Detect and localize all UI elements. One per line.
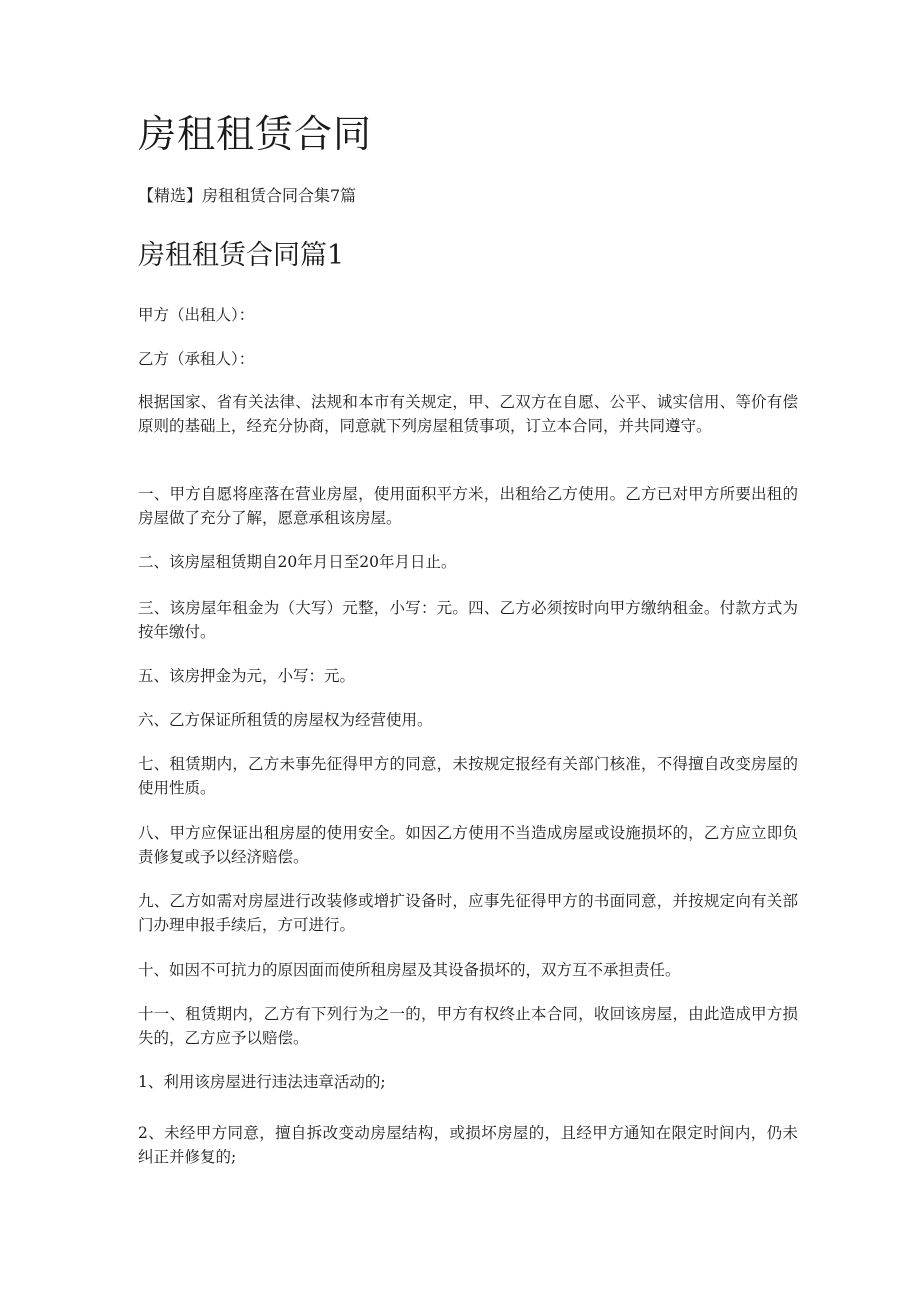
clause-2: 二、该房屋租赁期自20年月日至20年月日止。 xyxy=(138,553,457,571)
section-title: 房租租赁合同篇1 xyxy=(138,240,345,271)
clause-1: 一、甲方自愿将座落在营业房屋，使用面积平方米，出租给乙方使用。乙方已对甲方所要出租的房屋做了充分了解，愿意承租该房屋。 xyxy=(138,485,798,527)
clause-11: 十一、租赁期内，乙方有下列行为之一的，甲方有权终止本合同，收回该房屋，由此造成甲方损失的，乙方应予以赔偿。 xyxy=(138,1005,798,1047)
clause-7: 七、租赁期内，乙方未事先征得甲方的同意，未按规定报经有关部门核准，不得擅自改变房屋的使用性质。 xyxy=(138,755,798,797)
clause-11-item-2: 2、未经甲方同意，擅自拆改变动房屋结构，或损坏房屋的，且经甲方通知在限定时间内，仍未纠正并修复的; xyxy=(138,1124,798,1166)
clause-8: 八、甲方应保证出租房屋的使用安全。如因乙方使用不当造成房屋或设施损坏的，乙方应立即负责修复或予以经济赔偿。 xyxy=(138,824,798,866)
clause-5: 五、该房押金为元，小写：元。 xyxy=(138,667,356,685)
document-title: 房租租赁合同 xyxy=(138,112,373,156)
party-a-line: 甲方（出租人）： xyxy=(138,306,255,324)
clause-9: 九、乙方如需对房屋进行改装修或增扩设备时，应事先征得甲方的书面同意，并按规定向有关部门办理申报手续后，方可进行。 xyxy=(138,892,798,934)
clause-10: 十、如因不可抗力的原因面而使所租房屋及其设备损坏的，双方互不承担责任。 xyxy=(138,961,681,979)
document-subtitle: 【精选】房租租赁合同合集7篇 xyxy=(138,186,357,205)
clause-3: 三、该房屋年租金为（大写）元整，小写：元。四、乙方必须按时向甲方缴纳租金。付款方式为按年缴付。 xyxy=(138,599,798,641)
preamble-paragraph: 根据国家、省有关法律、法规和本市有关规定，甲、乙双方在自愿、公平、诚实信用、等价有偿原则的基础上，经充分协商，同意就下列房屋租赁事项，订立本合同，并共同遵守。 xyxy=(138,393,798,435)
clause-6: 六、乙方保证所租赁的房屋权为经营使用。 xyxy=(138,711,433,729)
clause-11-item-1: 1、利用该房屋进行违法违章活动的; xyxy=(138,1073,386,1091)
party-b-line: 乙方（承租人）： xyxy=(138,350,255,368)
